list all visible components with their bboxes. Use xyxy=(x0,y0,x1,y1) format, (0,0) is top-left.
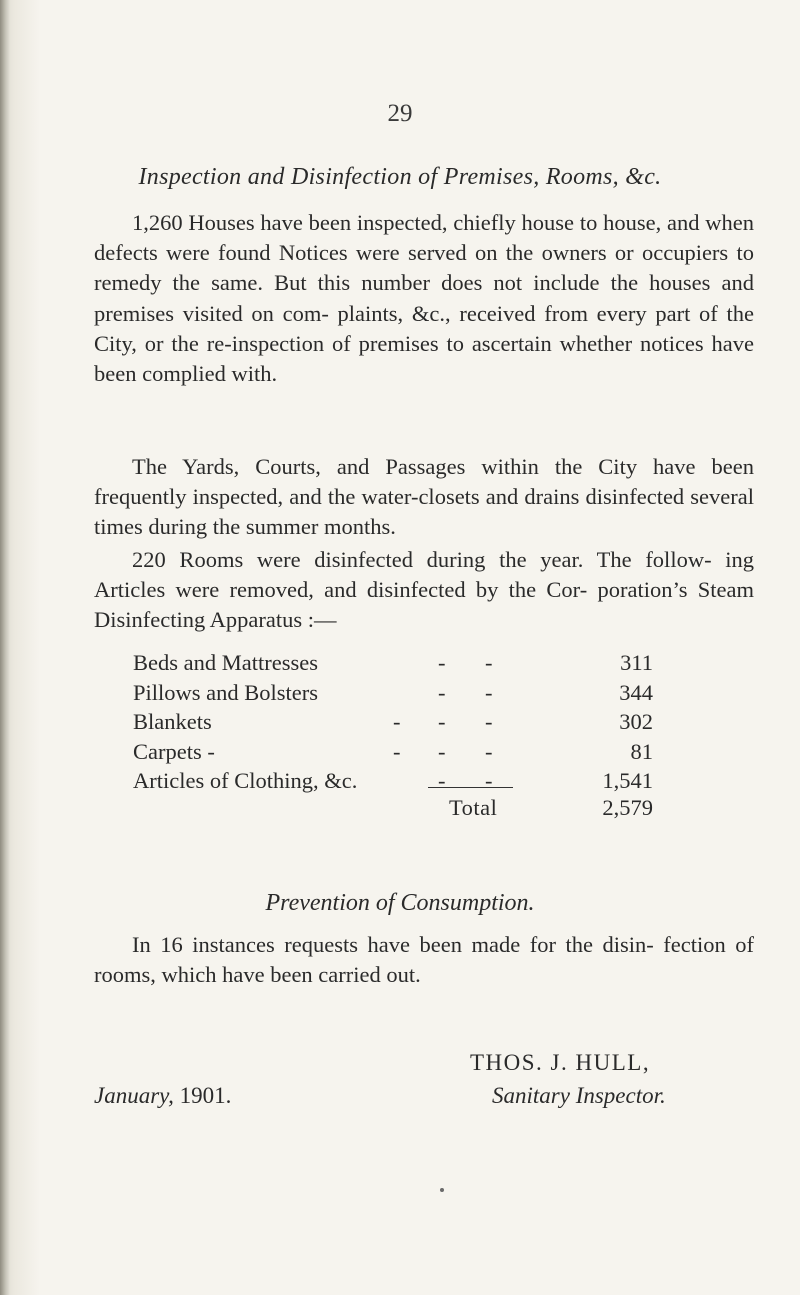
item-value: 302 xyxy=(619,709,653,734)
item-value: 1,541 xyxy=(602,768,653,793)
total-row xyxy=(133,792,653,824)
item-value: 81 xyxy=(630,738,653,764)
signature-name: THOS. J. HULL, xyxy=(470,1050,651,1075)
page-number: 29 xyxy=(387,100,413,127)
item-label: Carpets - xyxy=(133,738,215,764)
signature-title: Sanitary Inspector. xyxy=(492,1083,666,1108)
list-item xyxy=(133,707,653,737)
item-label: Blankets xyxy=(133,709,212,734)
list-item xyxy=(133,737,653,767)
dash: - xyxy=(438,768,446,793)
item-label: Articles of Clothing, &c. xyxy=(133,768,358,793)
binding-edge xyxy=(0,0,10,1295)
dash: - xyxy=(438,679,446,705)
dash: - xyxy=(438,738,446,764)
dash: - xyxy=(438,709,446,734)
paragraph-yards-courts: The Yards, Courts, and Passages within the City have been frequently inspected, and the water-closets and drains disinfected several times during the summer months. xyxy=(94,454,754,540)
dash: - xyxy=(393,709,401,734)
dash: - xyxy=(485,709,493,734)
item-value: 311 xyxy=(620,650,653,675)
section-heading-inspection: Inspection and Disinfection of Premises, Rooms, &c. xyxy=(138,164,662,190)
dash: - xyxy=(485,768,493,793)
dash: - xyxy=(438,650,446,675)
item-label: Pillows and Bolsters xyxy=(133,679,319,705)
list-item xyxy=(133,648,653,678)
date-line xyxy=(94,1083,231,1109)
dash: - xyxy=(485,679,493,705)
dash: - xyxy=(485,650,493,675)
total-rule xyxy=(428,787,513,788)
paragraph-houses-inspected: 1,260 Houses have been inspected, chiefly house to house, and when defects were found Notices were served on the owners or occupiers to remedy the same. But this number does not include the houses and premises visited on com- plaints, &c., received from every part of the City, or the re-inspection of premises to ascertain whether notices have been complied with. xyxy=(94,210,754,387)
total-value: 2,579 xyxy=(602,795,653,820)
paragraph-rooms-disinfected: 220 Rooms were disinfected during the year. The follow- ing Articles were removed, and disinfected by the Cor- poration’s Steam Disinfecting Apparatus :— xyxy=(94,547,754,633)
disinfected-articles-list xyxy=(133,648,653,796)
dash: - xyxy=(393,738,401,764)
ink-dot xyxy=(440,1188,444,1192)
list-item xyxy=(133,678,653,708)
dash: - xyxy=(485,738,493,764)
section-heading-consumption: Prevention of Consumption. xyxy=(265,890,535,916)
item-label: Beds and Mattresses xyxy=(133,650,318,675)
date-year: 1901. xyxy=(179,1083,232,1108)
paragraph-consumption: In 16 instances requests have been made for the disin- fection of rooms, which have been carried out. xyxy=(94,932,754,988)
item-value: 344 xyxy=(619,679,653,705)
date-month: January, xyxy=(94,1083,174,1108)
total-label: Total xyxy=(449,795,498,820)
